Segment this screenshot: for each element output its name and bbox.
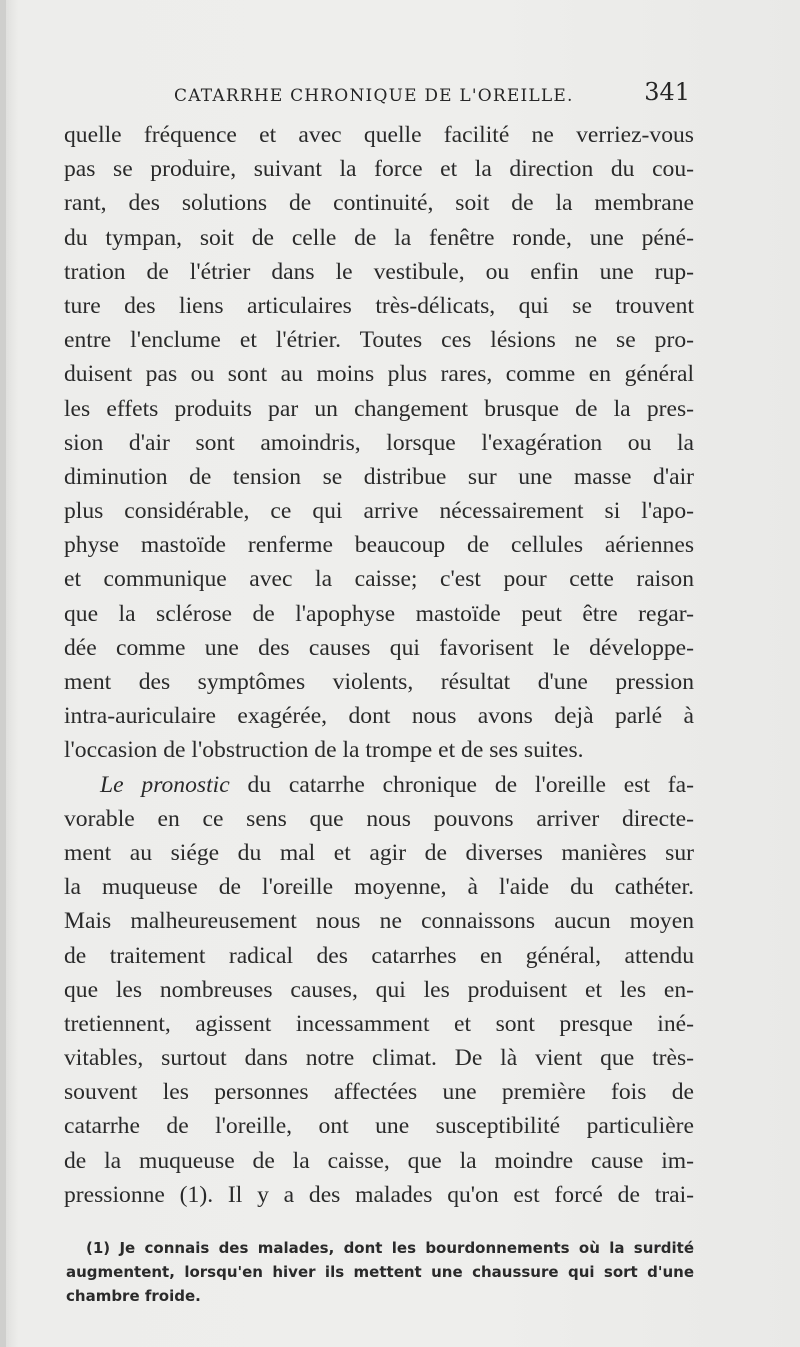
body-text bbox=[64, 118, 694, 1212]
pronostic-heading: Le pronostic bbox=[100, 771, 230, 798]
text-line: ment au siége du mal et agir de diverses manières sur bbox=[64, 839, 694, 866]
text-line: du tympan, soit de celle de la fenêtre ronde, une péné- bbox=[64, 224, 694, 251]
text-line: que la sclérose de l'apophyse mastoïde peut être regar- bbox=[64, 600, 694, 627]
running-head: CATARRHE CHRONIQUE DE L'OREILLE. bbox=[174, 86, 574, 106]
text-line: dée comme une des causes qui favorisent le développe- bbox=[64, 634, 694, 661]
page-number: 341 bbox=[644, 78, 690, 106]
text-line: de la muqueuse de la caisse, que la moindre cause im- bbox=[64, 1147, 694, 1174]
text-line: tretiennent, agissent incessamment et sont presque iné- bbox=[64, 1010, 694, 1037]
text-line: duisent pas ou sont au moins plus rares, comme en général bbox=[64, 361, 694, 388]
text-line: plus considérable, ce qui arrive nécessairement si l'apo- bbox=[64, 498, 694, 525]
text-line: vorable en ce sens que nous pouvons arriver directe- bbox=[64, 805, 694, 832]
text-line: de traitement radical des catarrhes en général, attendu bbox=[64, 942, 694, 969]
text-line: entre l'enclume et l'étrier. Toutes ces lésions ne se pro- bbox=[64, 327, 694, 354]
text-line: les effets produits par un changement brusque de la pres- bbox=[64, 395, 694, 422]
text-line: intra-auriculaire exagérée, dont nous avons dejà parlé à bbox=[64, 703, 694, 730]
text-line: l'occasion de l'obstruction de la trompe et de ses suites. bbox=[64, 737, 584, 764]
text-line: quelle fréquence et avec quelle facilité ne verriez-vous bbox=[64, 122, 694, 148]
text-line: pas se produire, suivant la force et la direction du cou- bbox=[64, 156, 694, 183]
page-header bbox=[64, 76, 694, 116]
text-line: pressionne (1). Il y a des malades qu'on est forcé de trai- bbox=[64, 1181, 694, 1208]
text-line: diminution de tension se distribue sur une masse d'air bbox=[64, 463, 694, 490]
footnote bbox=[66, 1236, 694, 1308]
text-line: la muqueuse de l'oreille moyenne, à l'aide du cathéter. bbox=[64, 874, 694, 901]
footnote-line: (1) Je connais des malades, dont les bourdonnements où la surdité bbox=[86, 1239, 694, 1257]
text-line: rant, des solutions de continuité, soit de la membrane bbox=[64, 190, 694, 217]
text-line: physe mastoïde renferme beaucoup de cellules aériennes bbox=[64, 532, 694, 559]
footnote-line: augmentent, lorsqu'en hiver ils mettent une chaussure qui sort d'une bbox=[66, 1263, 694, 1281]
text-line: et communique avec la caisse; c'est pour cette raison bbox=[64, 566, 694, 593]
text-line: que les nombreuses causes, qui les produisent et les en- bbox=[64, 976, 694, 1003]
text-line: tration de l'étrier dans le vestibule, ou enfin une rup- bbox=[64, 258, 694, 285]
lead-rest: du catarrhe chronique de l'oreille est fa- bbox=[229, 771, 694, 798]
text-line: vitables, surtout dans notre climat. De là vient que très- bbox=[64, 1045, 694, 1072]
text-line: ment des symptômes violents, résultat d'une pression bbox=[64, 669, 694, 695]
footnote-line: chambre froide. bbox=[66, 1287, 201, 1305]
text-line: sion d'air sont amoindris, lorsque l'exagération ou la bbox=[64, 429, 694, 456]
page-edge-shadow bbox=[0, 0, 6, 1347]
text-line: catarrhe de l'oreille, ont une susceptibilité particulière bbox=[64, 1113, 694, 1140]
text-line: Mais malheureusement nous ne connaissons aucun moyen bbox=[64, 908, 694, 935]
text-line: souvent les personnes affectées une première fois de bbox=[64, 1079, 694, 1106]
text-line: ture des liens articulaires très-délicats, qui se trouvent bbox=[64, 292, 694, 319]
paragraph-lead-line bbox=[64, 768, 694, 802]
